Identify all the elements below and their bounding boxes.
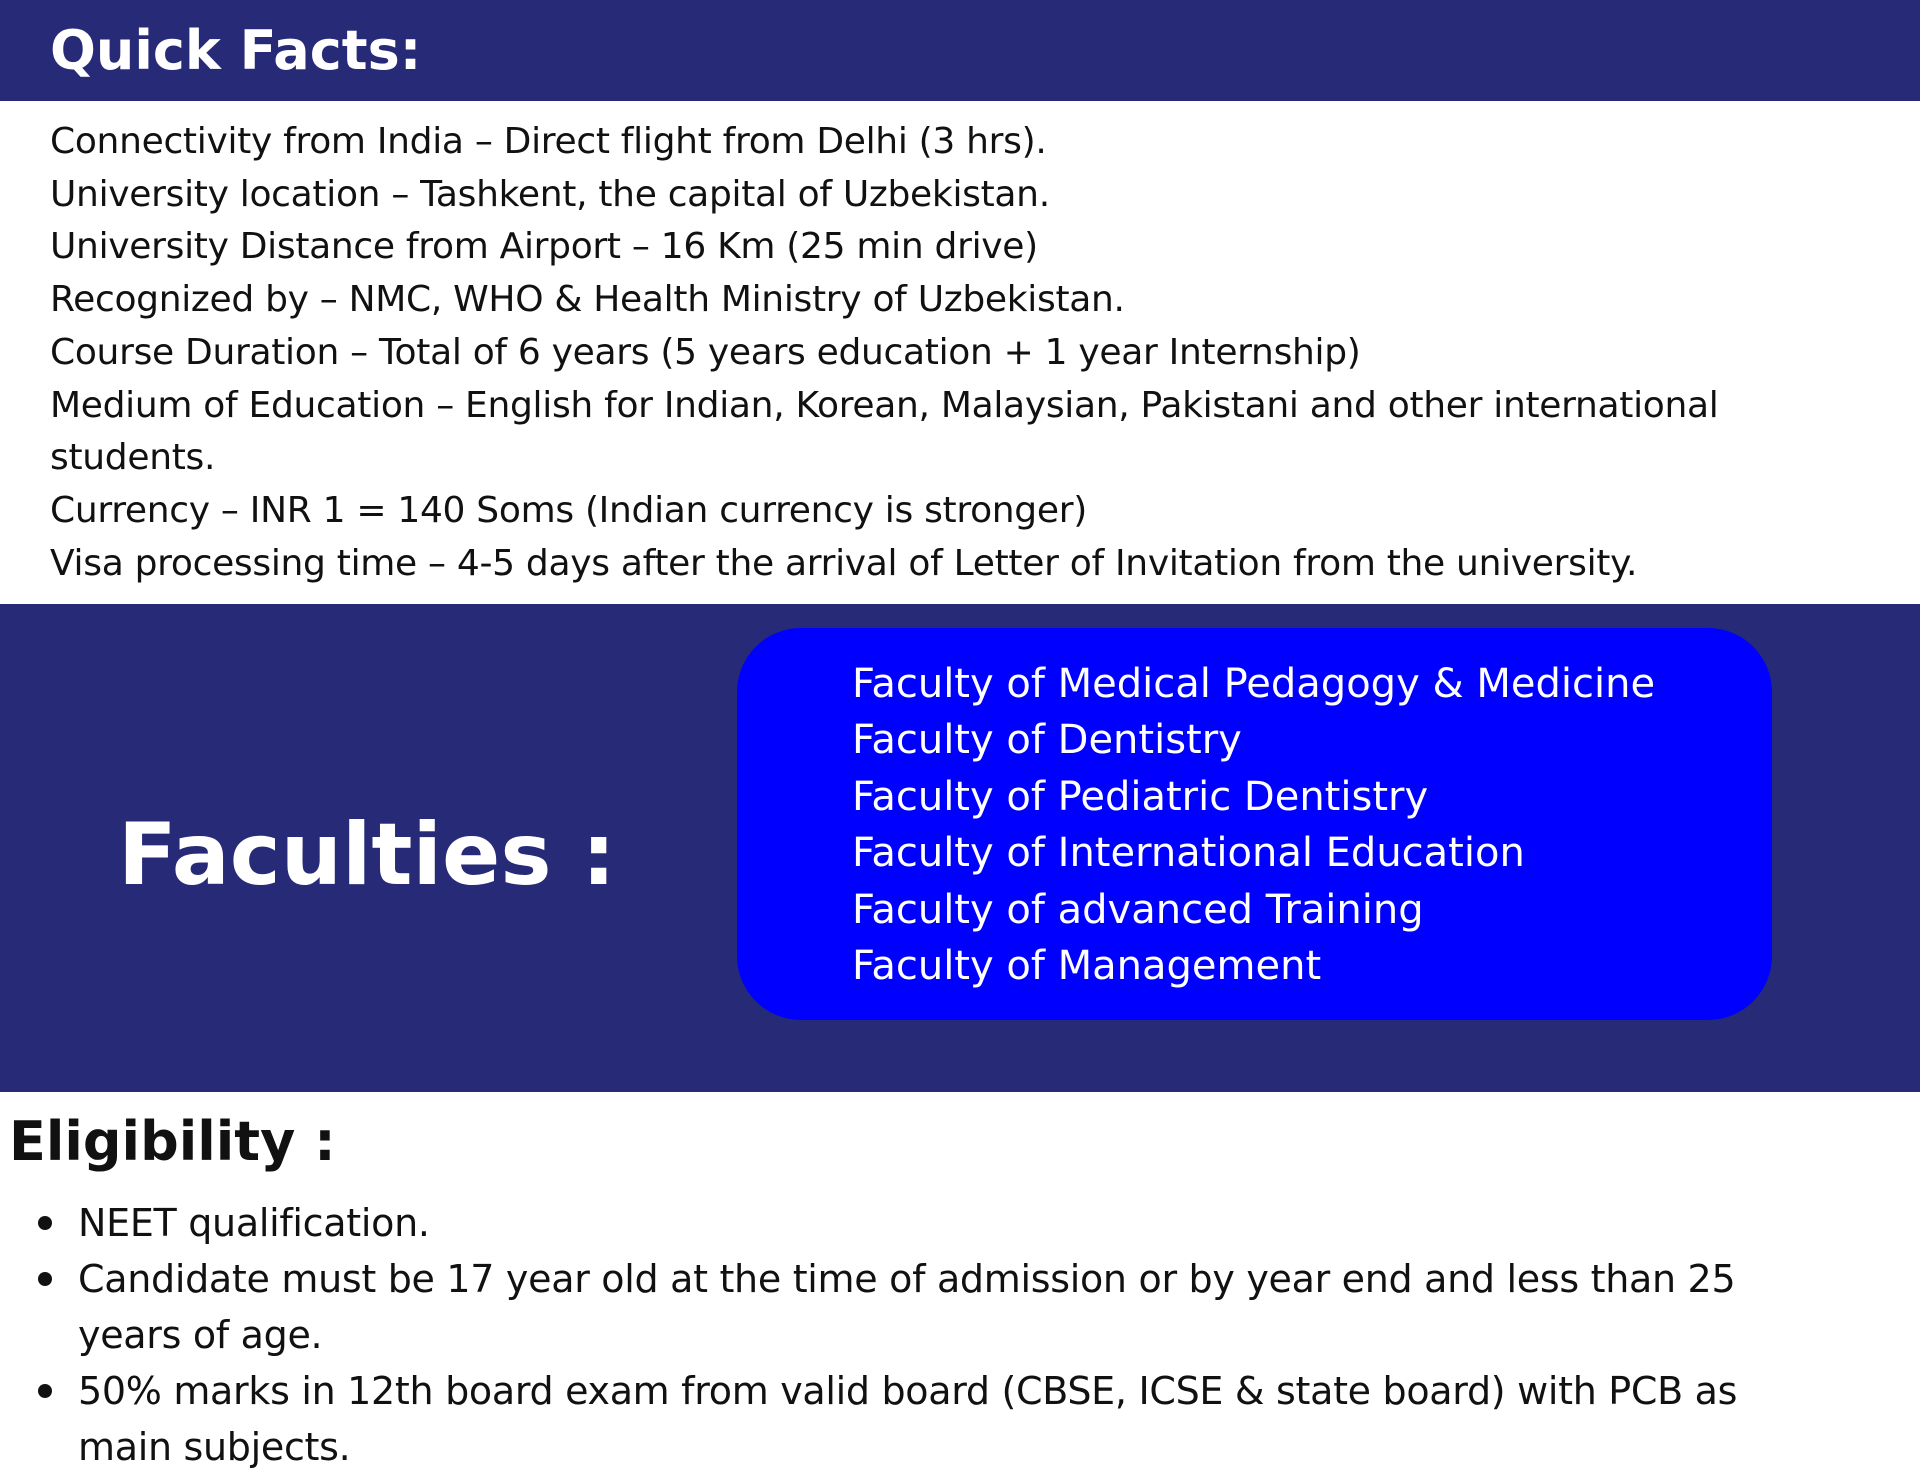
quick-facts-list xyxy=(50,116,1890,590)
bullet-icon xyxy=(38,1272,52,1286)
fact-airport-distance: University Distance from Airport – 16 Km (25 min drive) xyxy=(50,226,1038,268)
eligibility-item-text: NEET qualification. xyxy=(78,1201,430,1245)
fact-currency: Currency – INR 1 = 140 Soms (Indian currency is stronger) xyxy=(50,489,1087,531)
faculties-list xyxy=(852,656,1655,994)
fact-location: University location – Tashkent, the capital of Uzbekistan. xyxy=(50,173,1050,215)
eligibility-item xyxy=(0,1363,1838,1475)
faculty-item: Faculty of advanced Training xyxy=(852,886,1424,933)
eligibility-item-text: Candidate must be 17 year old at the time of admission or by year end and less than 25 years of age. xyxy=(78,1257,1736,1357)
fact-medium: Medium of Education – English for Indian, Korean, Malaysian, Pakistani and other international students. xyxy=(50,384,1719,479)
bullet-icon xyxy=(38,1216,52,1230)
faculty-item: Faculty of Dentistry xyxy=(852,717,1242,764)
faculty-item: Faculty of Management xyxy=(852,943,1322,990)
eligibility-item xyxy=(0,1251,1838,1363)
faculty-item: Faculty of International Education xyxy=(852,830,1525,877)
eligibility-title: Eligibility : xyxy=(9,1110,336,1173)
eligibility-list xyxy=(0,1195,1920,1475)
faculty-item: Faculty of Medical Pedagogy & Medicine xyxy=(852,661,1656,707)
eligibility-item-text: 50% marks in 12th board exam from valid board (CBSE, ICSE & state board) with PCB as main subjects. xyxy=(78,1369,1738,1469)
faculties-title: Faculties : xyxy=(118,805,616,905)
fact-visa: Visa processing time – 4-5 days after the arrival of Letter of Invitation from the university. xyxy=(50,542,1638,584)
fact-recognition: Recognized by – NMC, WHO & Health Ministry of Uzbekistan. xyxy=(50,279,1125,321)
fact-connectivity: Connectivity from India – Direct flight from Delhi (3 hrs). xyxy=(50,121,1047,162)
fact-course-duration: Course Duration – Total of 6 years (5 years education + 1 year Internship) xyxy=(50,331,1361,373)
eligibility-item xyxy=(0,1195,1838,1251)
bullet-icon xyxy=(38,1384,52,1398)
quick-facts-title: Quick Facts: xyxy=(50,19,422,82)
faculty-item: Faculty of Pediatric Dentistry xyxy=(852,773,1429,820)
